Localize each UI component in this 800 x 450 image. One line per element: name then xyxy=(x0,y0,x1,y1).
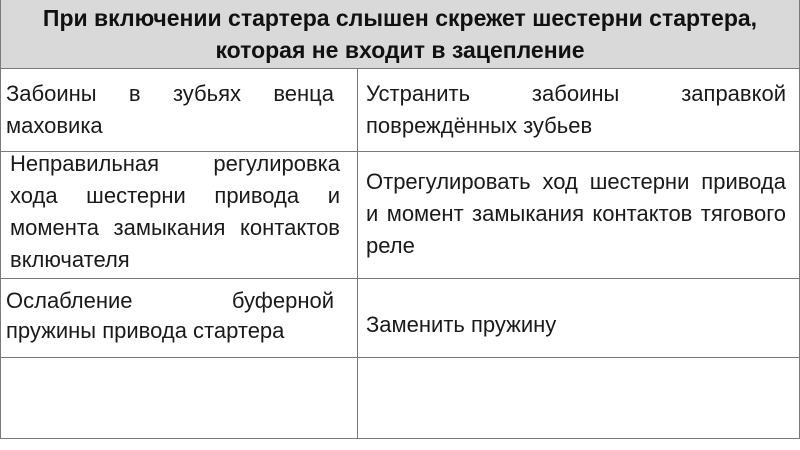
remedy-cell: Отрегулировать ход шестерни привода и момент замыкания контактов тягового реле xyxy=(366,169,786,258)
row-divider xyxy=(0,357,800,358)
cause-cell: Ослабление буферной пружины привода стартера xyxy=(6,288,334,343)
row-divider xyxy=(0,278,800,279)
cause-cell: Неправильная регулировка хода шестерни привода и момента замыкания контактов включателя xyxy=(10,151,340,272)
row-divider xyxy=(0,68,800,69)
cause-cell: Забоины в зубьях венца маховика xyxy=(6,81,334,138)
remedy-cell: Заменить пружину xyxy=(366,312,557,337)
table-header xyxy=(0,0,800,68)
row-divider xyxy=(0,438,800,439)
remedy-cell: Устранить забоины заправкой повреждённых зубьев xyxy=(366,81,786,138)
header-title: При включении стартера слышен скрежет шестерни стартера, которая не входит в зацепление xyxy=(42,5,758,63)
column-divider xyxy=(0,0,1,439)
column-divider xyxy=(357,68,358,439)
